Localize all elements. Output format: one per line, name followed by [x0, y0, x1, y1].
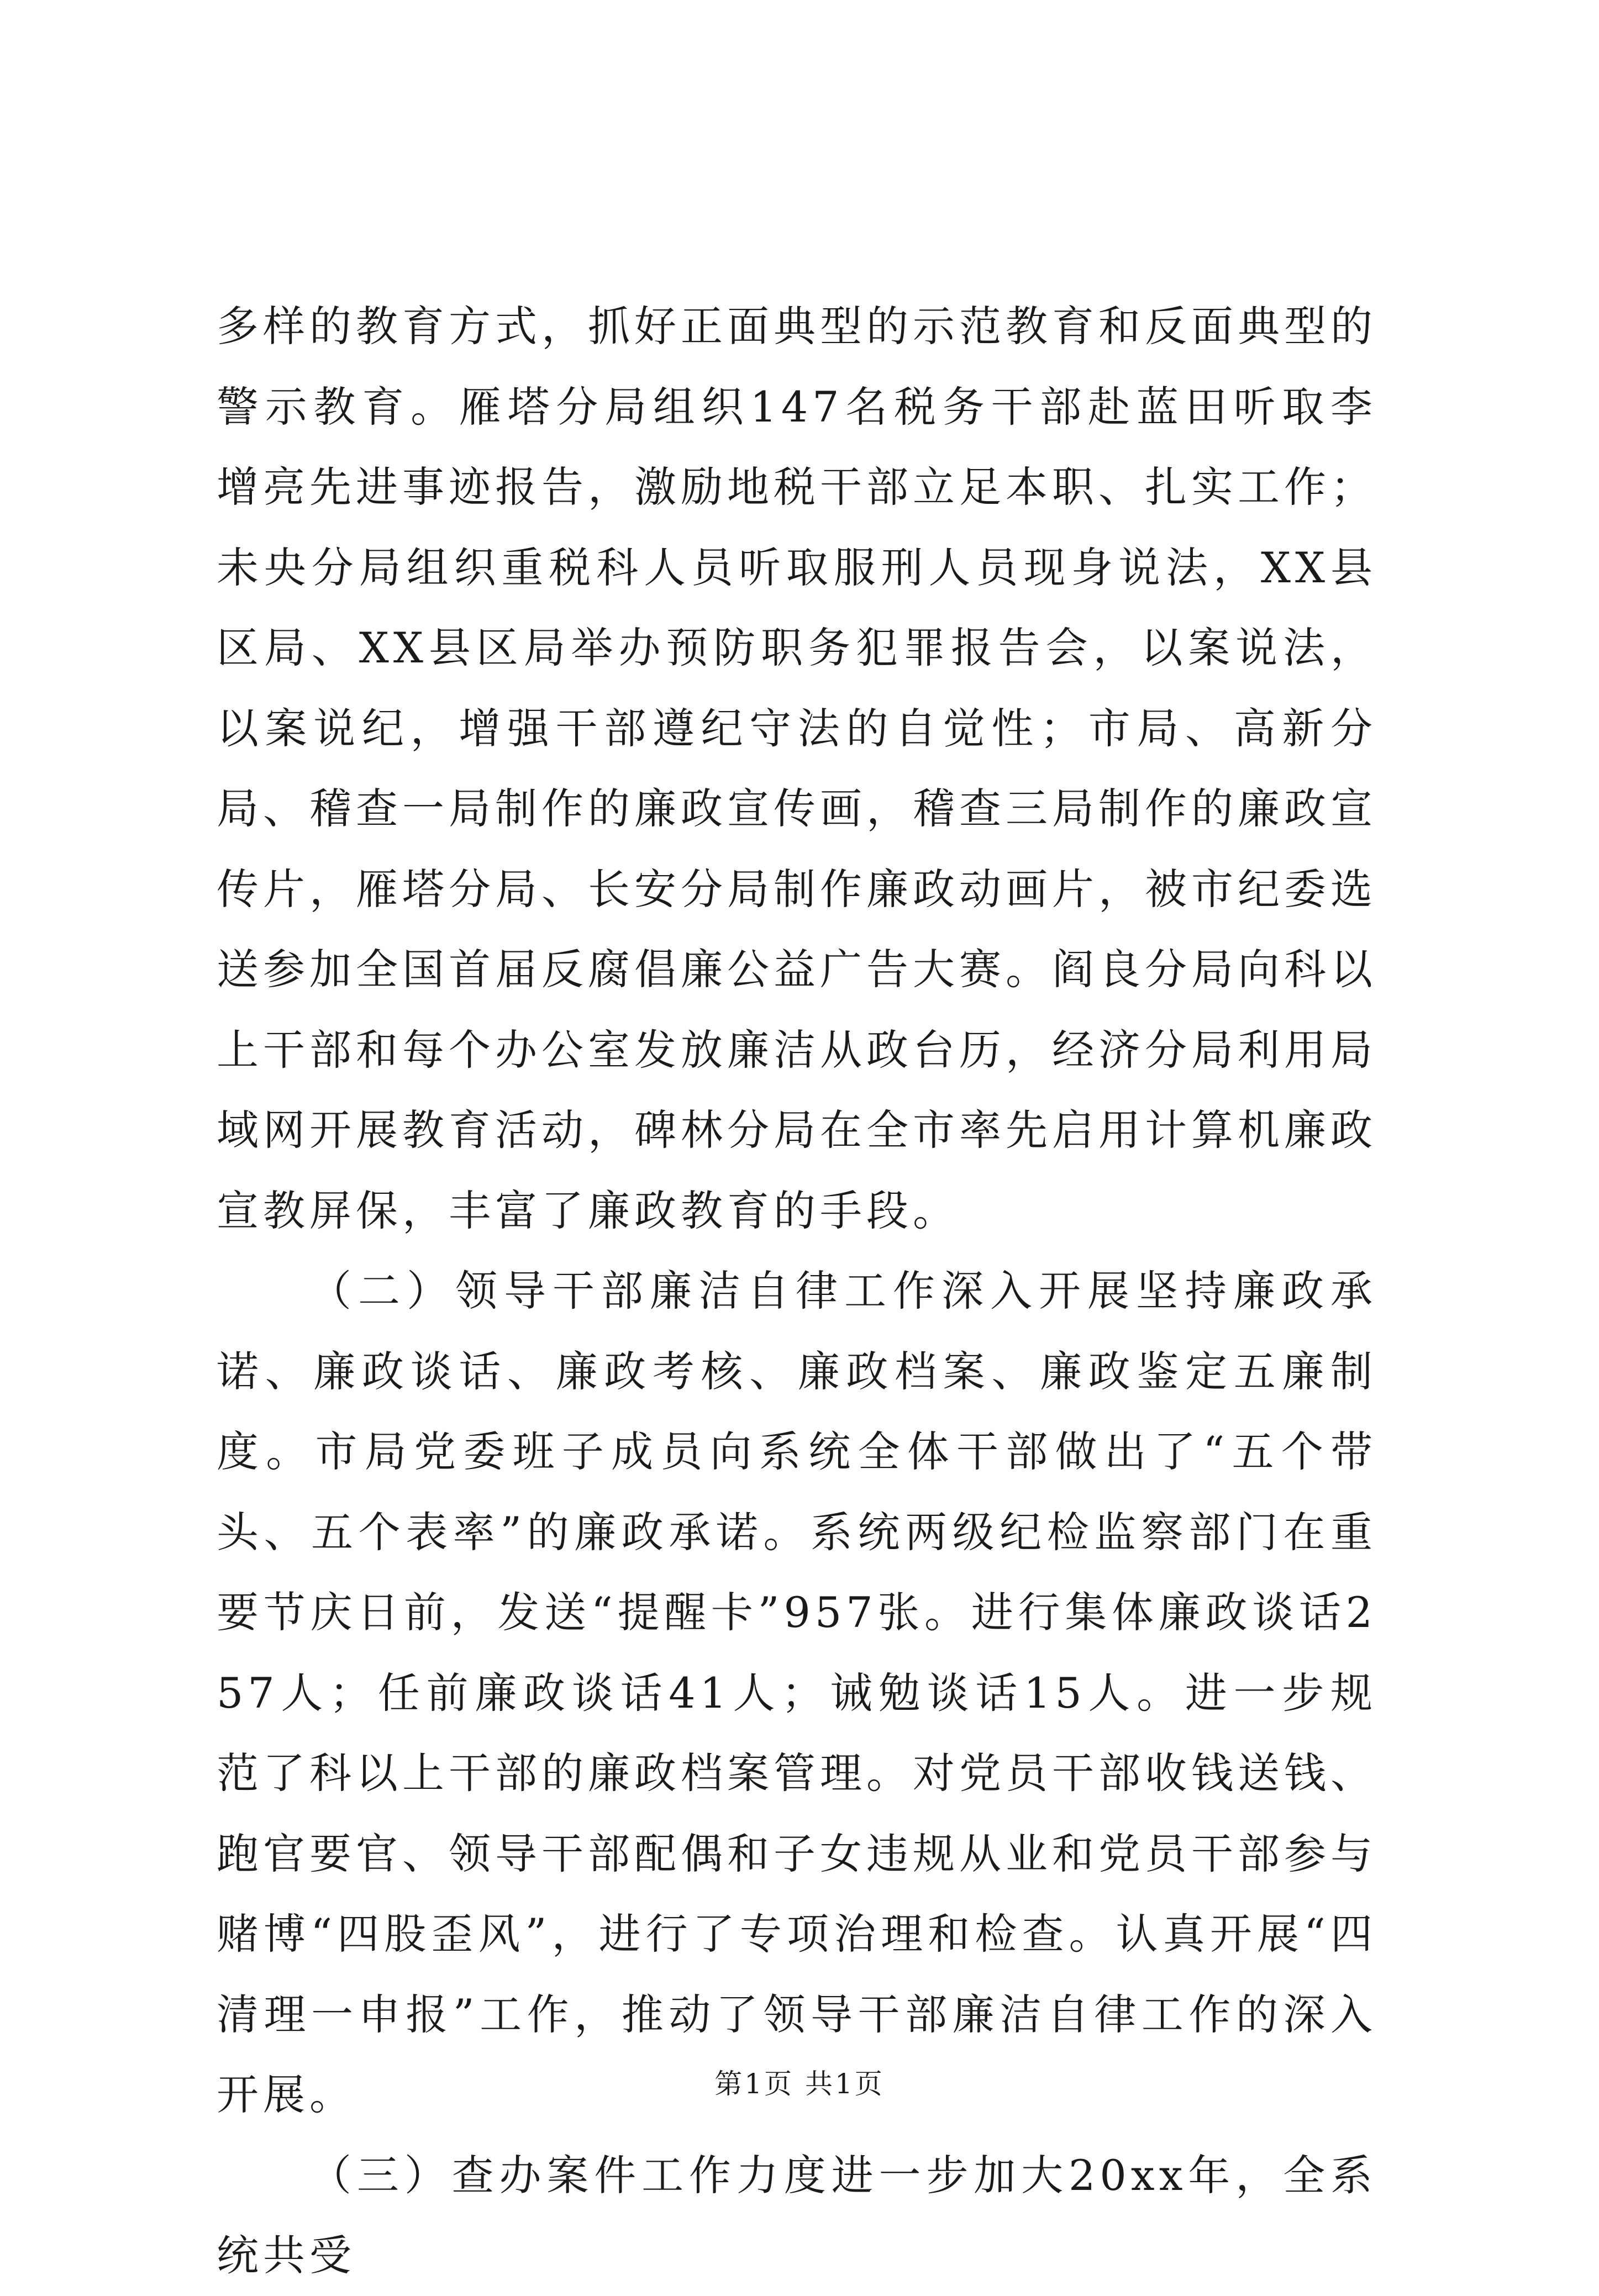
document-body	[217, 286, 1377, 2296]
paragraph-education-methods: 多样的教育方式，抓好正面典型的示范教育和反面典型的警示教育。雁塔分局组织147名税务干部赴蓝田听取李增亮先进事迹报告，激励地税干部立足本职、扎实工作；未央分局组织重税科人员听取服刑人员现身说法，XX县区局、XX县区局举办预防职务犯罪报告会，以案说法，以案说纪，增强干部遵纪守法的自觉性；市局、高新分局、稽查一局制作的廉政宣传画，稽查三局制作的廉政宣传片，雁塔分局、长安分局制作廉政动画片，被市纪委选送参加全国首届反腐倡廉公益广告大赛。阎良分局向科以上干部和每个办公室发放廉洁从政台历，经济分局利用局域网开展教育活动，碑林分局在全市率先启用计算机廉政宣教屏保，丰富了廉政教育的手段。	[217, 302, 1377, 1235]
page-footer: 第1页 共1页	[714, 2068, 885, 2100]
paragraph-self-discipline: （二）领导干部廉洁自律工作深入开展坚持廉政承诺、廉政谈话、廉政考核、廉政档案、廉政鉴定五廉制度。市局党委班子成员向系统全体干部做出了“五个带头、五个表率”的廉政承诺。系统两级纪检监察部门在重要节庆日前，发送“提醒卡”957张。进行集体廉政谈话257人；任前廉政谈话41人；诫勉谈话15人。进一步规范了科以上干部的廉政档案管理。对党员干部收钱送钱、跑官要官、领导干部配偶和子女违规从业和党员干部参与赌博“四股歪风”，进行了专项治理和检查。认真开展“四清理一申报”工作，推动了领导干部廉洁自律工作的深入开展。	[217, 1266, 1377, 2119]
paragraph-case-investigation: （三）查办案件工作力度进一步加大20xx年，全系统共受	[217, 2150, 1377, 2280]
